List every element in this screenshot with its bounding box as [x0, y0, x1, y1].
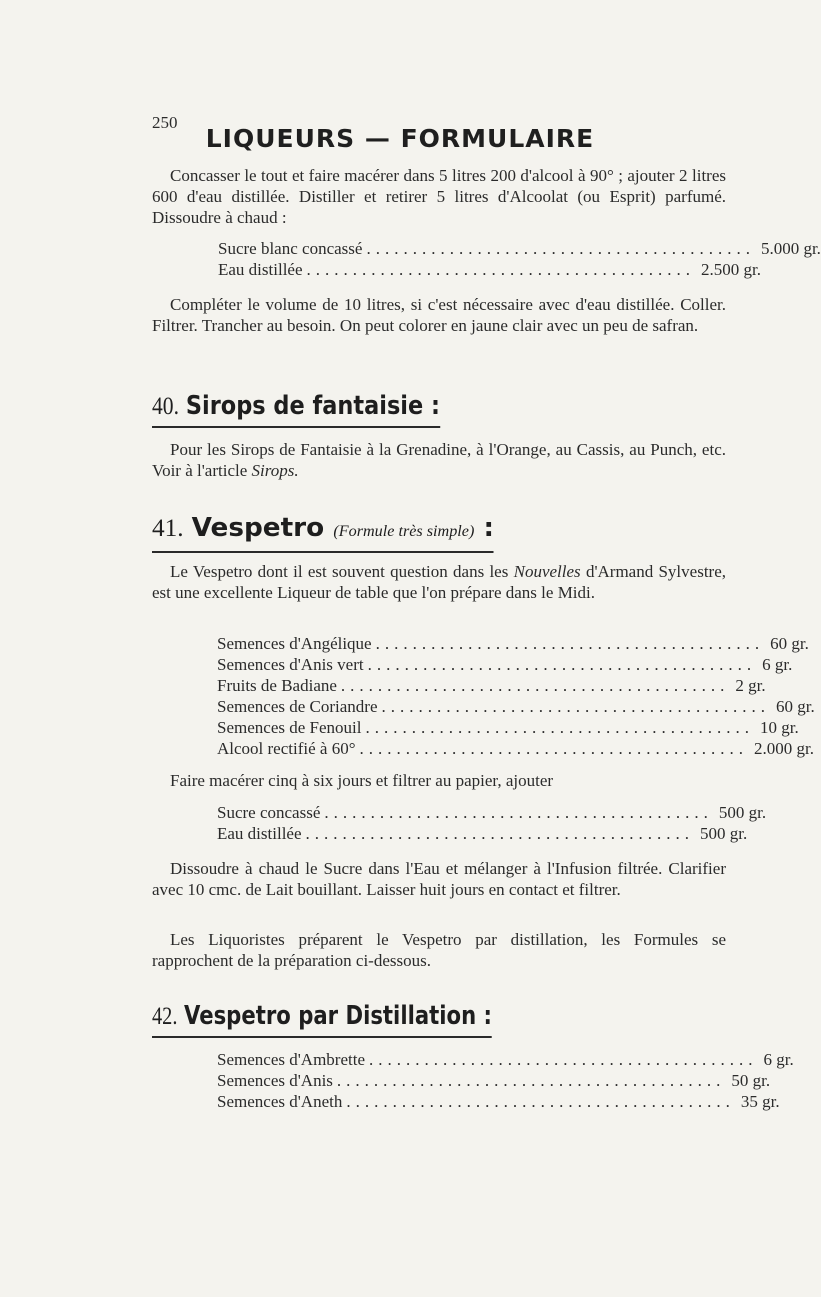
intro-ingredient-list: [218, 238, 821, 280]
section-title: Vespetro par Distillation :: [183, 1001, 492, 1031]
ingredient-name: Sucre blanc concassé: [218, 239, 363, 258]
ingredient-name: Sucre concassé: [217, 803, 321, 822]
section-40-text-ref: Sirops.: [251, 461, 299, 480]
section-41-heading: [152, 512, 494, 553]
section-41-intro-a: Le Vespetro dont il est souvent question dans les: [170, 562, 514, 581]
ingredient-qty: 60 gr.: [776, 697, 815, 716]
ingredient-row: [217, 654, 793, 675]
ingredient-row: [218, 238, 821, 259]
ingredient-name: Eau distillée: [218, 260, 303, 279]
section-41-dissolve: Dissoudre à chaud le Sucre dans l'Eau et mélanger à l'Infusion filtrée. Clarifier avec 10 cmc. de Lait bouillant. Laisser huit jours en contact et filtrer.: [152, 859, 726, 899]
section-42-heading: [152, 1000, 492, 1038]
ingredient-qty: 6 gr.: [763, 1050, 794, 1069]
section-41-ingredient-list: [217, 633, 815, 759]
section-40-text: [152, 439, 726, 481]
section-41-note: Les Liquoristes préparent le Vespetro par distillation, les Formules se rapprochent de la préparation ci-dessous.: [152, 930, 726, 970]
ingredient-name: Semences de Fenouil: [217, 718, 362, 737]
leader-dots: ..........................................: [369, 1050, 758, 1069]
section-title: Vespetro: [191, 513, 325, 543]
ingredient-name: Semences d'Ambrette: [217, 1050, 365, 1069]
ingredient-row: [218, 259, 761, 280]
leader-dots: ..........................................: [336, 1071, 726, 1090]
section-42-ingredient-list: [217, 1049, 794, 1112]
section-number: 42.: [152, 1003, 178, 1030]
ingredient-name: Semences d'Aneth: [217, 1092, 343, 1111]
ingredient-qty: 500 gr.: [700, 824, 748, 843]
ingredient-name: Semences d'Anis: [217, 1071, 333, 1090]
leader-dots: ..........................................: [366, 239, 755, 258]
section-41-intro: [152, 561, 726, 603]
leader-dots: ..........................................: [324, 803, 713, 822]
section-41-step: Faire macérer cinq à six jours et filtrer au papier, ajouter: [170, 771, 554, 790]
ingredient-qty: 2.500 gr.: [701, 260, 761, 279]
intro-closing: Compléter le volume de 10 litres, si c'est nécessaire avec d'eau distillée. Coller. Filtrer. Trancher au besoin. On peut colorer en jaune clair avec un peu de safran.: [152, 295, 726, 335]
ingredient-qty: 5.000 gr.: [760, 239, 821, 258]
ingredient-qty: 2 gr.: [735, 676, 766, 695]
section-title-end: :: [483, 513, 494, 543]
ingredient-row: [217, 1070, 771, 1091]
ingredient-name: Alcool rectifié à 60°: [217, 739, 356, 758]
ingredient-qty: 35 gr.: [740, 1092, 780, 1111]
ingredient-row: [217, 1091, 780, 1112]
ingredient-row: [217, 633, 809, 654]
ingredient-name: Semences de Coriandre: [217, 697, 378, 716]
section-40-text-main: Pour les Sirops de Fantaisie à la Grenadine, à l'Orange, au Cassis, au Punch, etc. Voir à l'article: [152, 440, 726, 480]
ingredient-name: Semences d'Angélique: [217, 634, 372, 653]
section-41-intro-ref: Nouvelles: [513, 562, 581, 581]
leader-dots: ..........................................: [305, 824, 695, 843]
leader-dots: ..........................................: [381, 697, 770, 716]
ingredient-qty: 2.000 gr.: [754, 739, 814, 758]
leader-dots: ..........................................: [359, 739, 748, 758]
section-number: 40.: [152, 393, 179, 420]
leader-dots: ..........................................: [340, 676, 730, 695]
leader-dots: ..........................................: [375, 634, 765, 653]
ingredient-name: Eau distillée: [217, 824, 302, 843]
ingredient-row: [217, 1049, 794, 1070]
ingredient-qty: 6 gr.: [762, 655, 793, 674]
ingredient-qty: 60 gr.: [770, 634, 809, 653]
ingredient-row: [217, 675, 766, 696]
ingredient-row: [217, 738, 814, 759]
leader-dots: ..........................................: [367, 655, 757, 674]
leader-dots: ..........................................: [365, 718, 754, 737]
section-40-heading: [152, 390, 440, 428]
leader-dots: ..........................................: [306, 260, 696, 279]
leader-dots: ..........................................: [346, 1092, 735, 1111]
section-title: Sirops de fantaisie :: [185, 391, 440, 421]
intro-paragraph: Concasser le tout et faire macérer dans 5 litres 200 d'alcool à 90° ; ajouter 2 litres 600 d'eau distillée. Distiller et retirer 5 litres d'Alcoolat (ou Esprit) parfumé. Dissoudre à chaud :: [152, 166, 726, 227]
section-number: 41.: [152, 515, 184, 542]
ingredient-qty: 10 gr.: [759, 718, 799, 737]
ingredient-row: [217, 823, 748, 844]
ingredient-row: [217, 717, 799, 738]
section-subtitle: (Formule très simple): [333, 523, 475, 540]
ingredient-name: Semences d'Anis vert: [217, 655, 364, 674]
ingredient-qty: 500 gr.: [718, 803, 767, 822]
ingredient-row: [217, 802, 767, 823]
running-head: LIQUEURS — FORMULAIRE: [205, 124, 595, 153]
section-41-intro-b: d'Armand Sylvestre, est une excellente Liqueur de table que l'on prépare dans le Midi.: [152, 562, 726, 602]
section-41-ingredient-list-2: [217, 802, 767, 844]
ingredient-row: [217, 696, 815, 717]
page-number: 250: [152, 113, 178, 132]
ingredient-qty: 50 gr.: [731, 1071, 771, 1090]
ingredient-name: Fruits de Badiane: [217, 676, 337, 695]
